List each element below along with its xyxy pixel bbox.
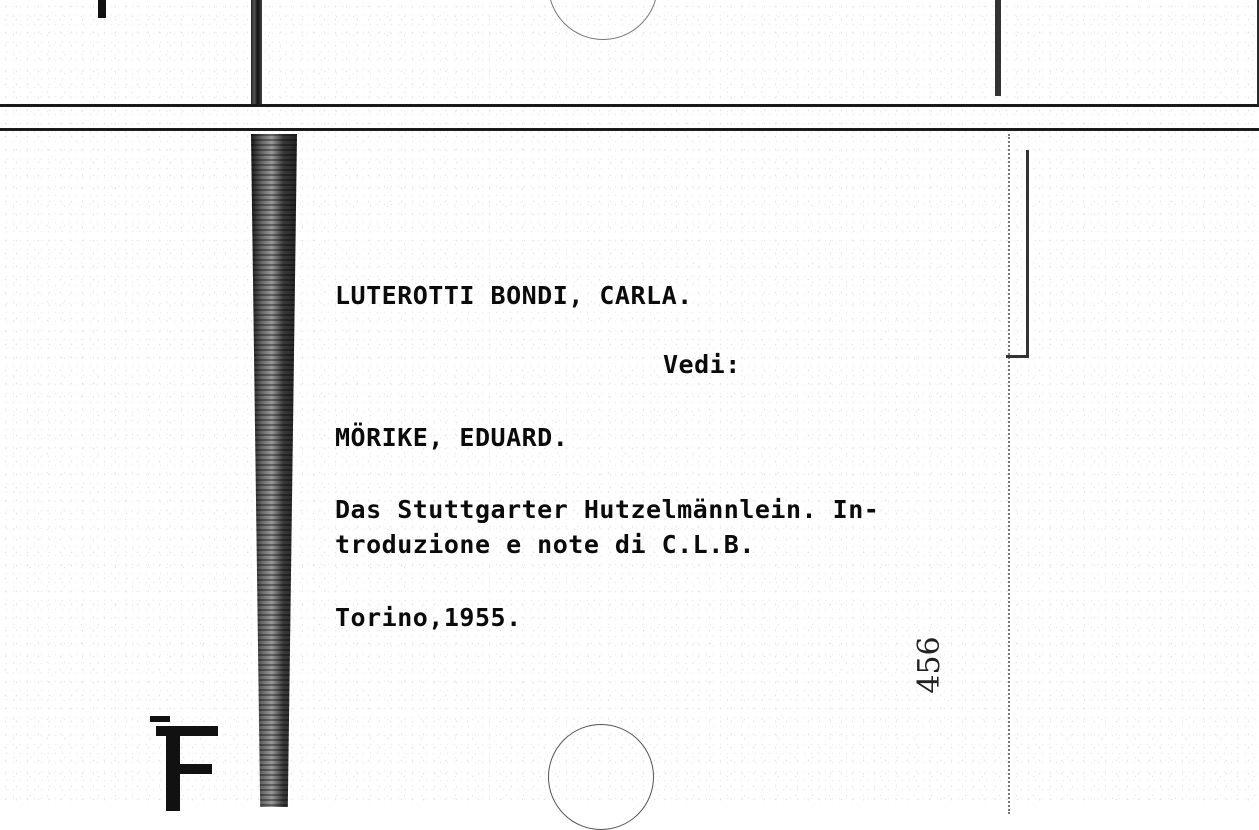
heading-entry: LUTEROTTI BONDI, CARLA.: [335, 281, 693, 310]
f-tab-mark-icon: [150, 716, 220, 811]
card-right-bracket: [1006, 150, 1029, 358]
upper-card-rod: [251, 0, 262, 104]
author-entry: MÖRIKE, EDUARD.: [335, 423, 569, 452]
catalog-card: [248, 134, 1010, 814]
imprint-line: Torino,1955.: [335, 603, 522, 632]
card-divider: [0, 128, 1259, 131]
title-line-2: troduzione e note di C.L.B.: [335, 530, 755, 559]
stamp-number: 456: [912, 636, 947, 694]
upper-card-right-mark: [995, 0, 1001, 96]
card-punch-hole: [548, 724, 654, 830]
see-also-label: Vedi:: [663, 350, 741, 379]
upper-card-mark: [98, 0, 106, 18]
title-line-1: Das Stuttgarter Hutzelmännlein. In-: [335, 495, 880, 524]
